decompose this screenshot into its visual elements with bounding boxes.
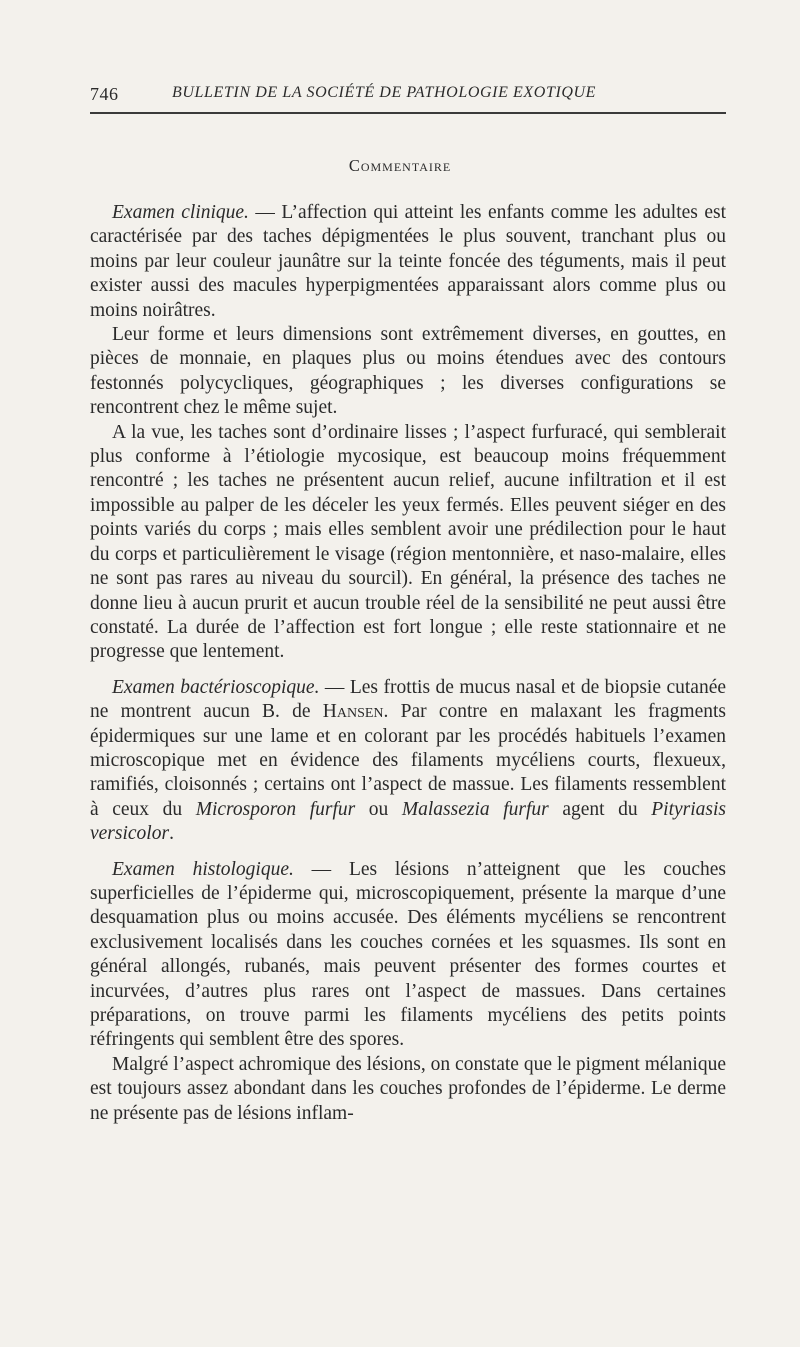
species-term: Malassezia furfur [401,798,549,820]
header-rule [90,112,726,114]
paragraph-bacterioscopic-exam: Examen bactérioscopique. — Les frottis de mucus nasal et de biopsie cutanée ne montrent aucun B. de Hansen. Par contre en malaxant les fragments épidermiques sur une lame et en colorant par les procédés habituels l’examen microscopique met en évidence des filaments mycéliens courts, flexueux, ramifiés, cloisonnés ; certains ont l’aspect de massue. Les filaments ressemblent à ceux du Microsporon furfur ou Malassezia furfur agent du Pityriasis versicolor. [90,676,727,845]
species-term: Pityriasis versicolor [90,798,727,845]
paragraph-text: Malgré l’aspect achromique des lésions, on constate que le pigment mélanique est toujours assez abondant dans les couches profondes de l’épiderme. Le derme ne présente pas de lésions inflam- [90,1053,726,1124]
heading-bacterioscopic-exam: Examen bactérioscopique. [112,676,320,698]
species-term: Microsporon furfur [195,798,356,820]
page-number: 746 [90,84,119,104]
paragraph-pigment [90,1053,726,1126]
paragraph-shapes [90,323,726,421]
paragraph-histological-exam [90,858,726,1053]
section-title: Commentaire [348,156,452,175]
running-title: BULLETIN DE LA SOCIÉTÉ DE PATHOLOGIE EXOTIQUE [172,84,597,101]
heading-clinical-exam: Examen clinique. [112,202,249,223]
author-name: Hansen [322,701,384,723]
paragraph-text: Leur forme et leurs dimensions sont extrêmement diverses, en gouttes, en pièces de monnaie, en plaques plus ou moins étendues avec des contours festonnés polycycliques, géographiques ; les diverses configurations se rencontrent chez le même sujet. [90,324,726,419]
paragraph-text: — L’affection qui atteint les enfants comme les adultes est caractérisée par des taches dépigmentées le plus souvent, tranchant plus ou moins par leur couleur jaunâtre sur la teinte foncée des téguments, mais il peut exister aussi des macules hyperpigmentées apparaissant alors comme plus ou moins noirâtres. [90,202,726,321]
heading-histological-exam: Examen histologique. [112,858,294,880]
paragraph-text: — Les lésions n’atteignent que les couches superficielles de l’épiderme qui, microscopiquement, présente la marque d’une desquamation plus ou moins accusée. Des éléments mycéliens se rencontrent exclusivement localisés dans les couches cornées et les squasmes. Ils sont en général allongés, rubanés, mais peuvent présenter des formes courtes et incurvées, d’autres plus rares ont l’aspect de massues. Dans certaines préparations, on trouve parmi les filaments mycéliens des petits points réfringents qui semblent être des spores. [90,858,727,1051]
body-text [90,201,726,1126]
paragraph-clinical-exam [90,201,726,323]
paragraph-text: A la vue, les taches sont d’ordinaire lisses ; l’aspect furfuracé, qui semblerait plus conforme à l’étiologie mycosique, est beaucoup moins fréquemment rencontré ; les taches ne présentent aucun relief, aucune infiltration et il est impossible au palper de les déceler les yeux fermés. Elles peuvent siéger en des points variés du corps ; mais elles semblent avoir une prédilection pour le haut du corps et particulièrement le visage (région mentonnière, et naso-malaire, elles ne sont pas rares au niveau du sourcil). En général, la présence des taches ne donne lieu à aucun prurit et aucun trouble réel de la sensibilité ne peut aussi être constaté. La durée de l’affection est fort longue ; elle reste stationnaire et ne progresse que lentement. [90,421,726,663]
paragraph-appearance [90,421,726,665]
